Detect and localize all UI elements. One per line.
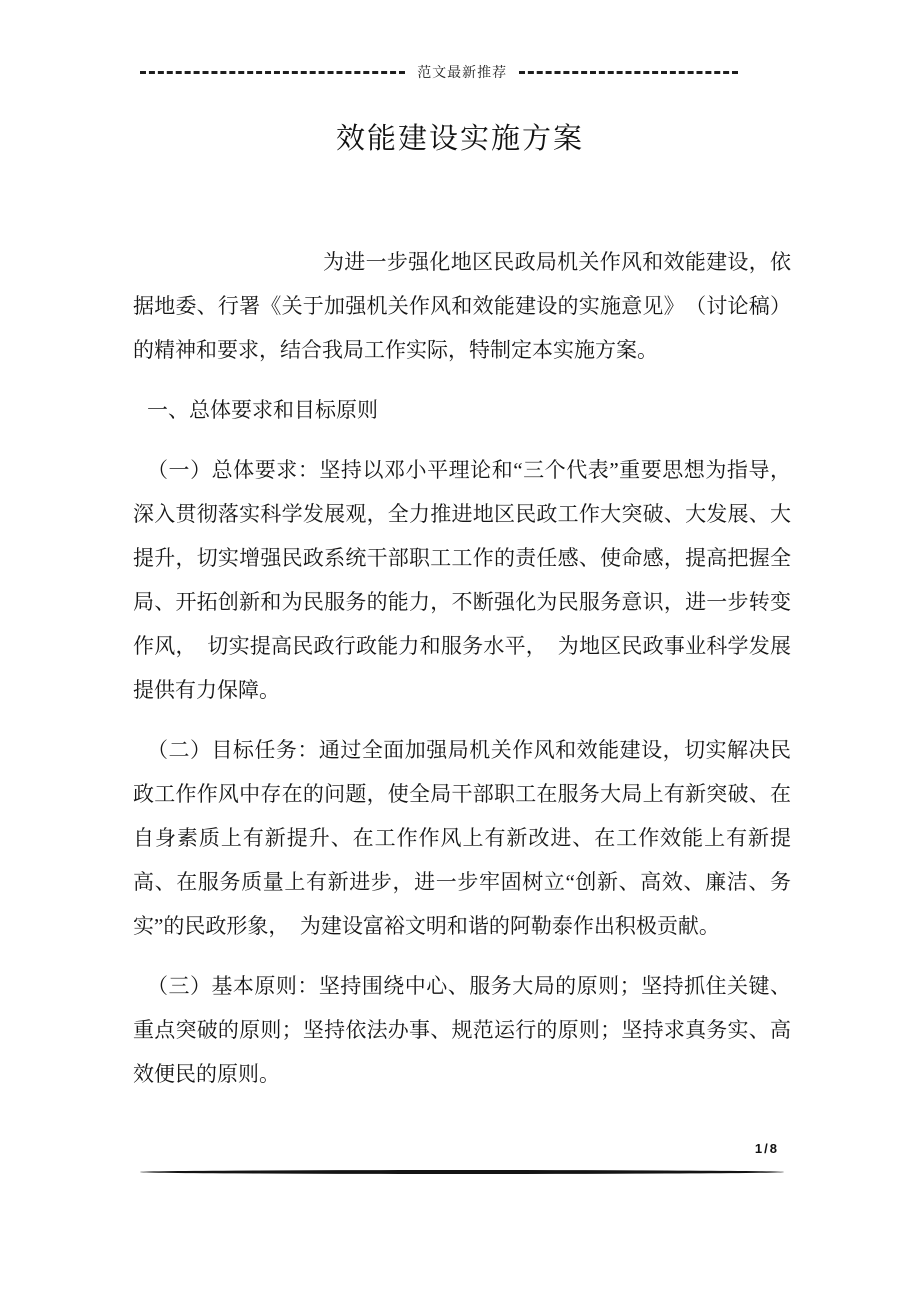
header-dash-left bbox=[140, 71, 405, 74]
footer-rule bbox=[140, 1170, 784, 1174]
header-divider bbox=[140, 62, 738, 82]
intro-paragraph: 为进一步强化地区民政局机关作风和效能建设，依据地委、行署《关于加强机关作风和效能建设的实施意见》 （讨论稿）的精神和要求，结合我局工作实际，特制定本实施方案。 bbox=[133, 250, 791, 362]
page-number: 1/8 bbox=[754, 1141, 779, 1156]
paragraph-basic-principles: （三）基本原则：坚持围绕中心、服务大局的原则；坚持抓住关键、重点突破的原则；坚持依法办事、规范运行的原则；坚持求真务实、高效便民的原则。 bbox=[133, 974, 791, 1086]
document-title: 效能建设实施方案 bbox=[335, 123, 584, 155]
section-heading-1: 一、总体要求和目标原则 bbox=[147, 398, 378, 422]
document-body bbox=[133, 240, 791, 1112]
header-dash-right bbox=[519, 71, 738, 74]
paragraph-target-tasks: （二）目标任务：通过全面加强局机关作风和效能建设，切实解决民政工作作风中存在的问题，使全局干部职工在服务大局上有新突破、在自身素质上有新提升、在工作作风上有新改进、在工作效能上有新提高、在服务质量上有新进步，进一步牢固树立“创新、高效、廉洁、务实”的民政形象， 为建设富裕文明和谐的阿勒泰作出积极贡献。 bbox=[133, 738, 791, 938]
paragraph-general-requirements: （一）总体要求：坚持以邓小平理论和“三个代表”重要思想为指导，深入贯彻落实科学发展观，全力推进地区民政工作大突破、大发展、大提升，切实增强民政系统干部职工工作的责任感、使命感，提高把握全局、开拓创新和为民服务的能力，不断强化为民服务意识，进一步转变作风， 切实提高民政行政能力和服务水平， 为地区民政事业科学发展提供有力保障。 bbox=[133, 458, 791, 702]
site-tag-label: 范文最新推荐 bbox=[417, 66, 508, 81]
